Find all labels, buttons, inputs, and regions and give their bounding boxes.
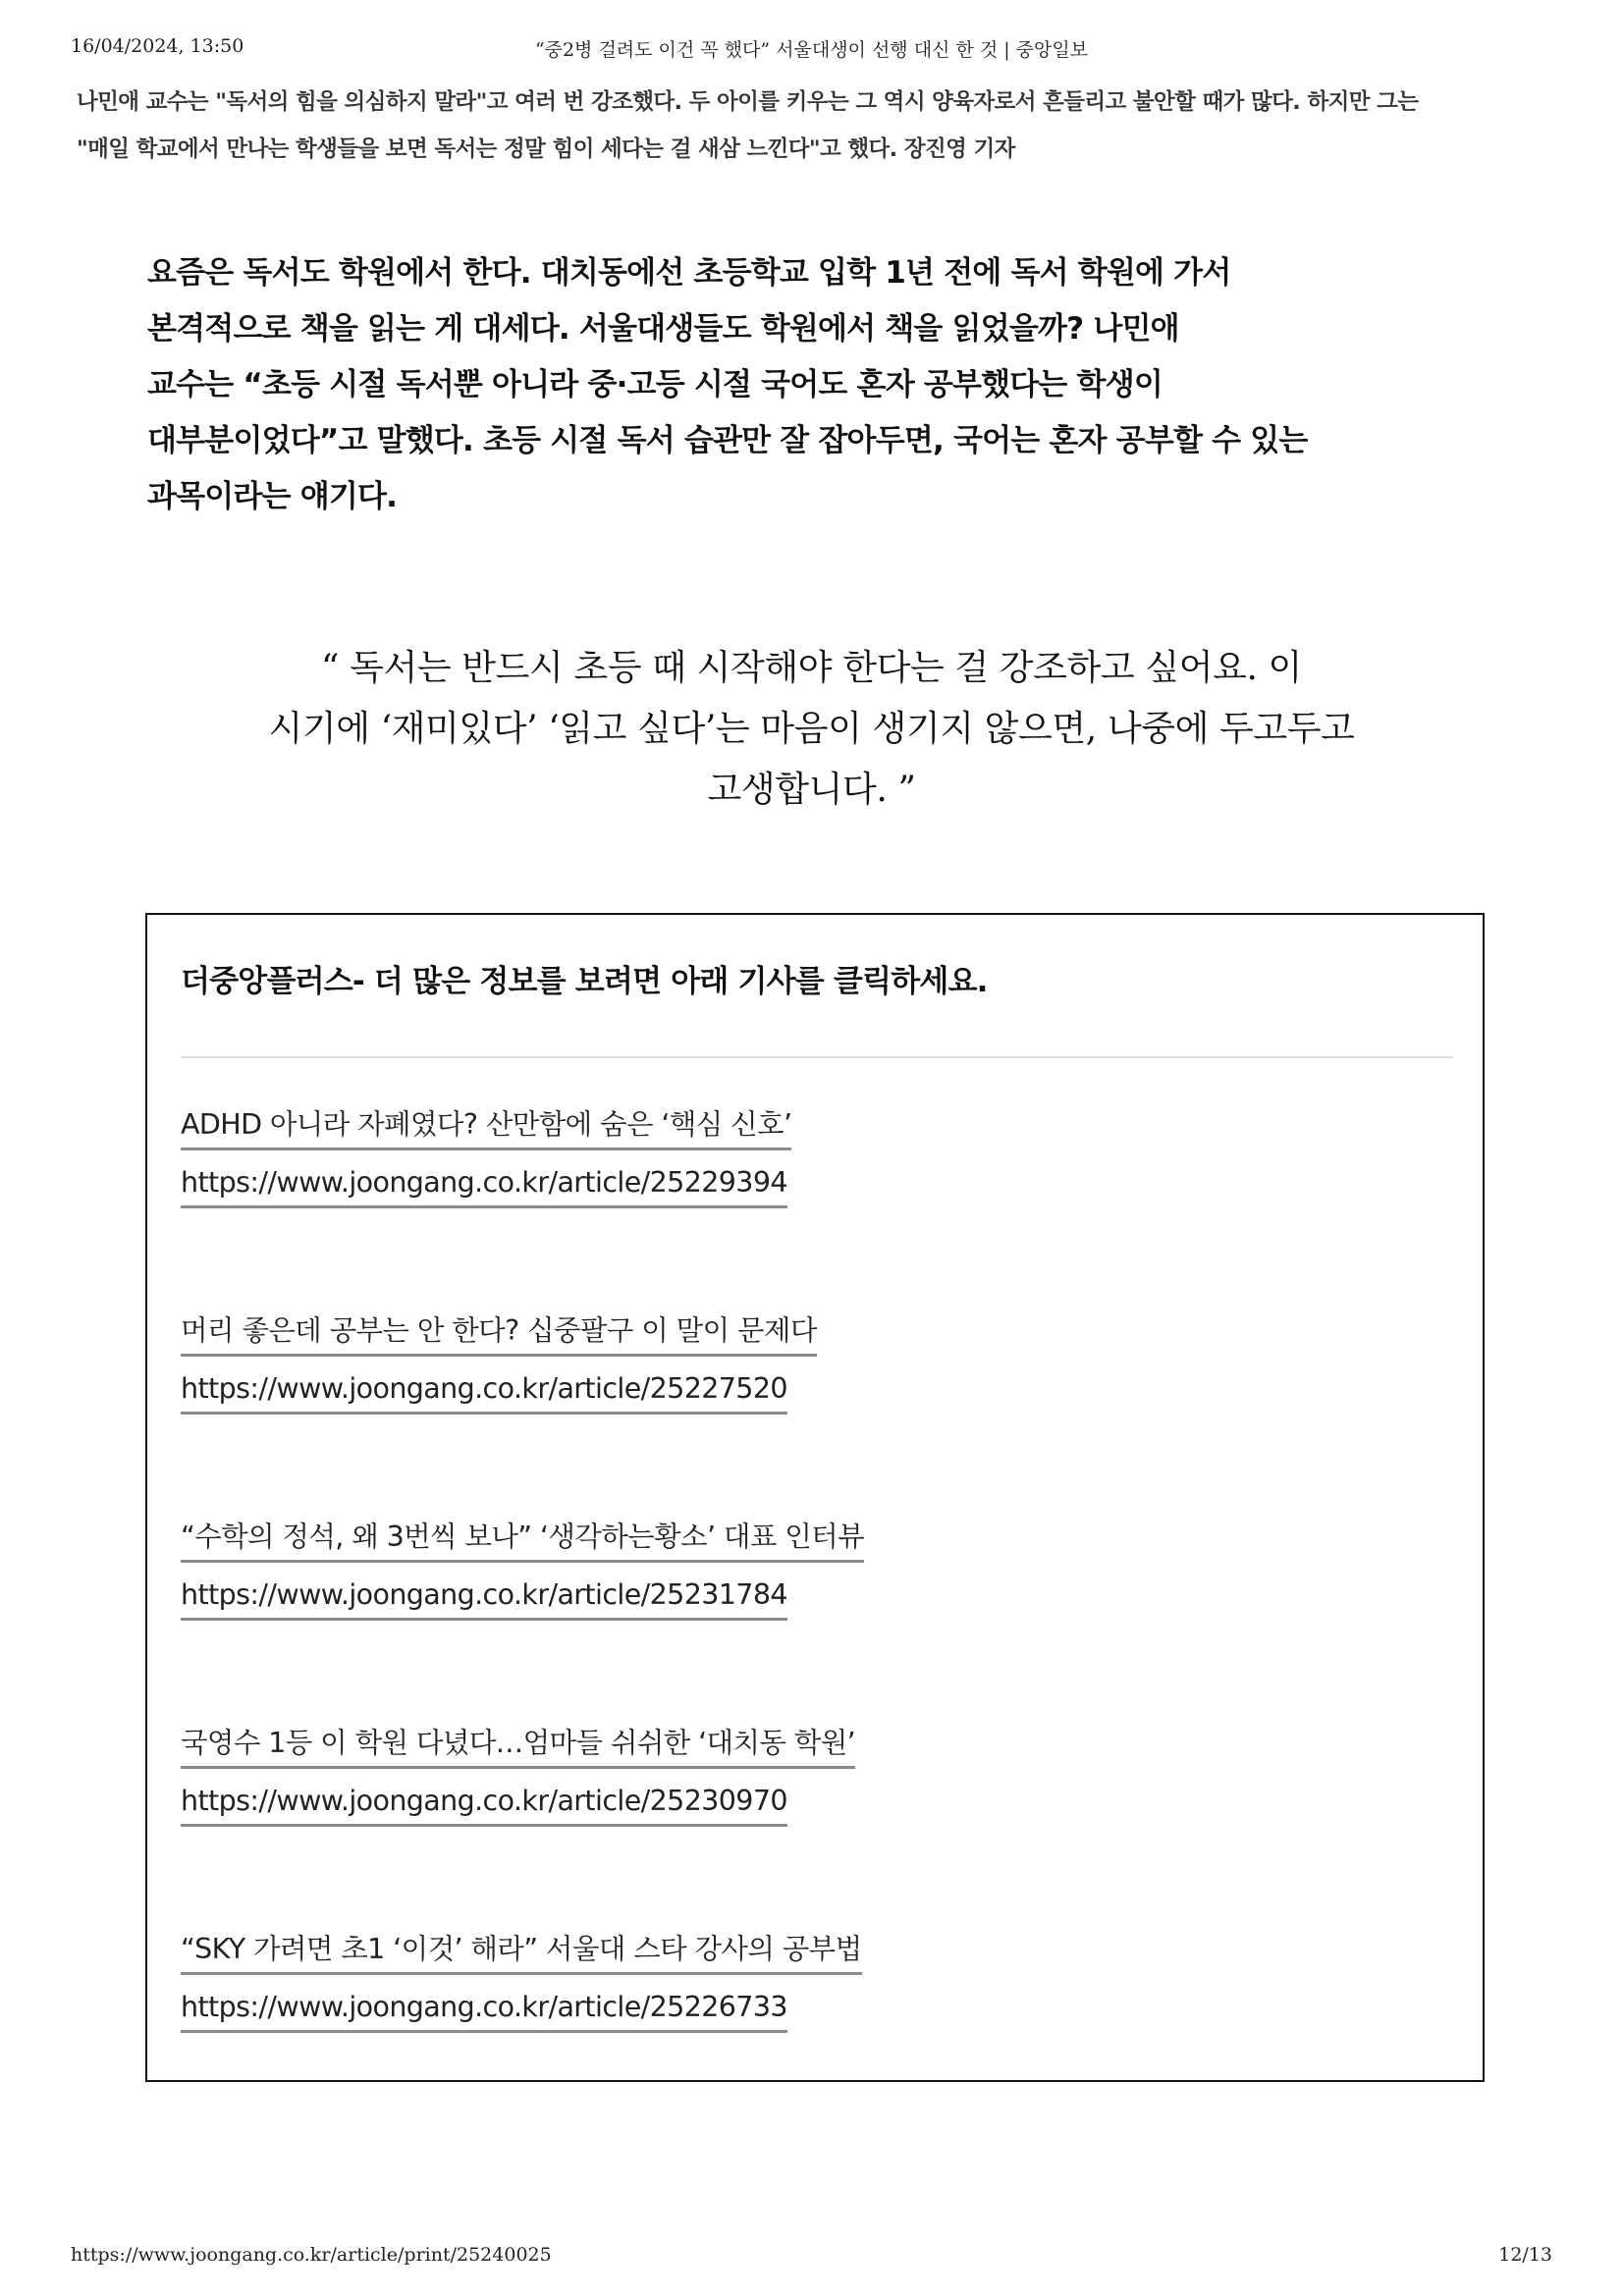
- related-articles-box: [145, 913, 1485, 2082]
- related-link-url[interactable]: https://www.joongang.co.kr/article/25227520: [181, 1371, 787, 1415]
- related-heading: 더중앙플러스- 더 많은 정보를 보려면 아래 기사를 클릭하세요.: [181, 964, 988, 999]
- pull-quote: [167, 638, 1456, 821]
- related-link-url[interactable]: https://www.joongang.co.kr/article/25231784: [181, 1577, 787, 1621]
- related-link-url[interactable]: https://www.joongang.co.kr/article/25230970: [181, 1784, 787, 1827]
- related-link-title[interactable]: ADHD 아니라 자폐였다? 산만함에 숨은 ‘핵심 신호’: [181, 1107, 791, 1150]
- quote-line: 고생합니다. ”: [707, 770, 916, 810]
- print-footer: [71, 2244, 1552, 2266]
- quote-line: “ 독서는 반드시 초등 때 시작해야 한다는 걸 강조하고 싶어요. 이: [321, 648, 1302, 688]
- related-link-title[interactable]: “수학의 정석, 왜 3번씩 보나” ‘생각하는황소’ 대표 인터뷰: [181, 1520, 864, 1563]
- caption-line: "매일 학교에서 만나는 학생들을 보면 독서는 정말 힘이 세다는 걸 새삼 느낀다"고 했다. 장진영 기자: [77, 136, 1015, 162]
- related-link-url[interactable]: https://www.joongang.co.kr/article/25229394: [181, 1165, 787, 1208]
- related-item: [181, 1520, 864, 1726]
- photo-caption: [77, 79, 1569, 173]
- quote-line: 시기에 ‘재미있다’ ‘읽고 싶다’는 마음이 생기지 않으면, 나중에 두고두고: [268, 709, 1355, 749]
- print-header: [71, 35, 1552, 65]
- caption-line: 나민애 교수는 "독서의 힘을 의심하지 말라"고 여러 번 강조했다. 두 아이를 키우는 그 역시 양육자로서 흔들리고 불안할 때가 많다. 하지만 그는: [77, 89, 1419, 115]
- paragraph-line: 본격적으로 책을 읽는 게 대세다. 서울대생들도 학원에서 책을 읽었을까? 나민애: [147, 311, 1179, 347]
- divider: [181, 1056, 1453, 1058]
- print-page-title: “중2병 걸려도 이건 꼭 했다” 서울대생이 선행 대신 한 것 | 중앙일보: [534, 39, 1089, 61]
- paragraph-line: 대부분이었다”고 말했다. 초등 시절 독서 습관만 잘 잡아두면, 국어는 혼자 공부할 수 있는: [147, 423, 1308, 458]
- related-link-url[interactable]: https://www.joongang.co.kr/article/25226733: [181, 1990, 787, 2033]
- page-number: 12/13: [1498, 2244, 1552, 2266]
- article-paragraph: [147, 245, 1473, 525]
- paragraph-line: 과목이라는 얘기다.: [147, 479, 398, 514]
- print-url: https://www.joongang.co.kr/article/print/25240025: [71, 2244, 552, 2266]
- related-list: [181, 1107, 864, 2138]
- related-link-title[interactable]: 국영수 1등 이 학원 다녔다…엄마들 쉬쉬한 ‘대치동 학원’: [181, 1726, 855, 1769]
- print-date: 16/04/2024, 13:50: [71, 35, 244, 57]
- related-link-title[interactable]: “SKY 가려면 초1 ‘이것’ 해라” 서울대 스타 강사의 공부법: [181, 1932, 862, 1975]
- related-item: [181, 1313, 864, 1520]
- related-item: [181, 1107, 864, 1313]
- paragraph-line: 교수는 “초등 시절 독서뿐 아니라 중·고등 시절 국어도 혼자 공부했다는 학생이: [147, 367, 1163, 402]
- related-link-title[interactable]: 머리 좋은데 공부는 안 한다? 십중팔구 이 말이 문제다: [181, 1313, 817, 1357]
- related-item: [181, 1932, 864, 2138]
- paragraph-line: 요즘은 독서도 학원에서 한다. 대치동에선 초등학교 입학 1년 전에 독서 학원에 가서: [147, 255, 1231, 291]
- related-item: [181, 1726, 864, 1932]
